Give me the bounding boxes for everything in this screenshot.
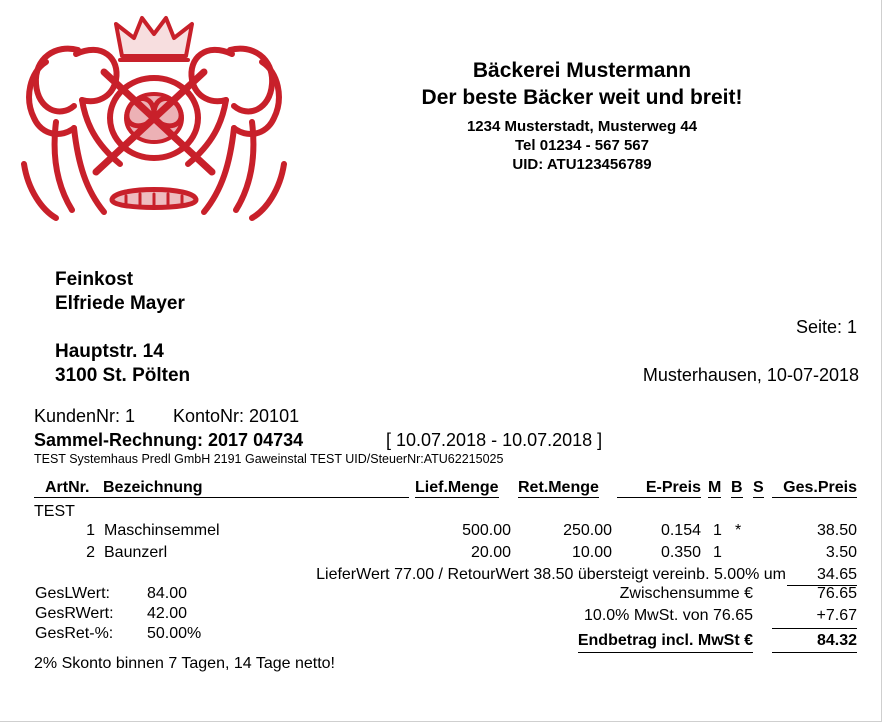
col-e-preis: E-Preis [617, 479, 701, 498]
col-ret-menge: Ret.Menge [518, 479, 599, 496]
invoice-title: Sammel-Rechnung: 2017 04734 [34, 430, 304, 450]
recipient-city: 3100 St. Pölten [55, 365, 191, 386]
company-phone: Tel 01234 - 567 567 [515, 137, 649, 154]
recipient-street: Hauptstr. 14 [55, 341, 164, 362]
return-note-value: 34.65 [816, 566, 857, 583]
place-date: Musterhausen, 10-07-2018 [642, 365, 859, 385]
col-m: M [708, 479, 722, 496]
header-artnr-bez [34, 479, 409, 498]
company-name: Bäckerei Mustermann [472, 59, 692, 82]
row-ret: 10.00 [571, 544, 612, 561]
col-ges-preis: Ges.Preis [772, 479, 857, 498]
col-artnr: ArtNr. [45, 479, 90, 496]
subtotal-label: Zwischensumme € [619, 585, 753, 602]
stat-label: GesLWert: [35, 585, 110, 602]
company-uid: UID: ATU123456789 [512, 156, 652, 173]
return-note: LieferWert 77.00 / RetourWert 38.50 übersteigt vereinb. 5.00% um [316, 566, 786, 583]
vat-value: +7.67 [816, 607, 857, 624]
recipient-line1: Feinkost [55, 269, 134, 290]
company-address: 1234 Musterstadt, Musterweg 44 [466, 118, 698, 135]
row-ges: 38.50 [816, 522, 857, 539]
group-label: TEST [34, 503, 75, 520]
total-separator [772, 628, 857, 629]
customer-number: KundenNr: 1 [34, 406, 136, 426]
page-number: Seite: 1 [795, 317, 857, 337]
row-nr: 1 [86, 522, 95, 539]
col-s: S [753, 479, 764, 496]
row-lief: 20.00 [470, 544, 511, 561]
row-epreis: 0.154 [660, 522, 701, 539]
row-b: * [735, 522, 742, 539]
final-label: Endbetrag incl. MwSt € [578, 632, 753, 653]
recipient-line2: Elfriede Mayer [55, 293, 185, 314]
row-ges: 3.50 [825, 544, 857, 561]
subtotal-value: 76.65 [816, 585, 857, 602]
stat-value: 42.00 [147, 605, 188, 622]
stat-value: 84.00 [147, 585, 188, 602]
account-number: KontoNr: 20101 [173, 406, 300, 426]
col-b: B [731, 479, 743, 496]
row-name: Maschinsemmel [104, 522, 220, 539]
row-lief: 500.00 [462, 522, 511, 539]
final-value: 84.32 [772, 632, 857, 653]
row-m: 1 [713, 544, 722, 561]
vat-label: 10.0% MwSt. von 76.65 [584, 607, 753, 624]
stat-label: GesRWert: [35, 605, 114, 622]
invoice-period: [ 10.07.2018 - 10.07.2018 ] [386, 430, 603, 450]
row-name: Baunzerl [104, 544, 168, 561]
stat-label: GesRet-%: [35, 625, 114, 642]
row-nr: 2 [86, 544, 95, 561]
company-slogan: Der beste Bäcker weit und breit! [421, 86, 743, 109]
bakery-logo-icon [16, 14, 292, 224]
row-m: 1 [713, 522, 722, 539]
stat-value: 50.00% [147, 625, 202, 642]
payment-terms: 2% Skonto binnen 7 Tagen, 14 Tage netto! [34, 655, 335, 672]
col-bezeichnung: Bezeichnung [103, 479, 203, 496]
row-ret: 250.00 [563, 522, 612, 539]
software-info: TEST Systemhaus Predl GmbH 2191 Gaweinstal TEST UID/SteuerNr:ATU62215025 [34, 452, 504, 466]
row-epreis: 0.350 [660, 544, 701, 561]
col-lief-menge: Lief.Menge [415, 479, 499, 496]
